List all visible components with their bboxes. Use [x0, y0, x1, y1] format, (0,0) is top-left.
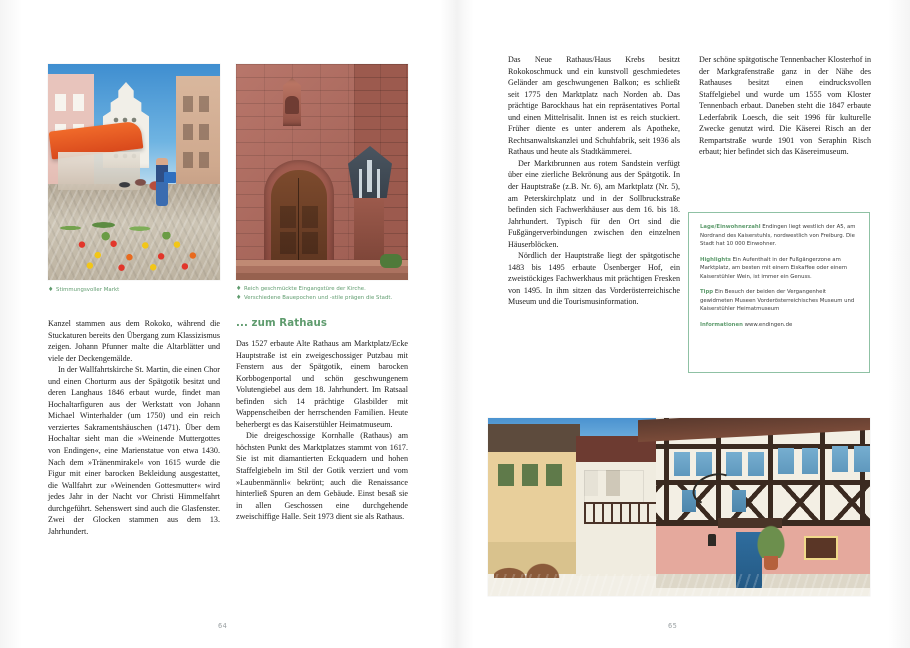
crucifix-plinth	[354, 198, 384, 264]
info-entry-text: Ein Aufenthalt in der Fußgängerzone am Marktplatz, am besten mit einem Eiskaffee oder einem Kaiserstühler Wein, ist immer ein Genuss.	[700, 256, 848, 280]
caption-text: Stimmungsvoller Markt	[56, 287, 120, 293]
caption-text: Reich geschmückte Eingangstüre der Kirche.	[244, 286, 366, 292]
info-entry	[700, 256, 858, 282]
flower-pot	[764, 556, 778, 570]
paragraph: Das Neue Rathaus/Haus Krebs besitzt Rokokoschmuck und ein kunstvoll geschmiedetes Geländer am geschwungenen Balkon; es schließt seit 1775 den Marktplatz nach Norden ab. Das prächtige Barockhaus hat ein repräsentatives Portal und einen Mittelrisalit. Innen ist es reich stuckiert. Früher diente es unter anderem als Apotheke, Rechtsanwaltskanzlei und Schuhfabrik, seit 1936 als Rathaus und heute als Stadtkämmerei.	[508, 55, 680, 157]
section-heading: ... zum Rathaus	[236, 318, 328, 329]
caption-marker-icon: ♦	[48, 286, 54, 293]
paragraph: Kanzel stammen aus dem Rokoko, während die Stuckaturen bereits den Übergang zum Klassizismus zeigen. Johann Pfunner malte die Altarblätter und viele der Deckengemälde.	[48, 319, 220, 363]
info-entry	[700, 321, 858, 330]
right-page-column-2	[699, 54, 871, 158]
info-box	[688, 212, 870, 373]
info-entry-key: Highlights	[700, 256, 731, 263]
info-entry-key: Tipp	[700, 289, 714, 296]
paragraph: In der Wallfahrtskirche St. Martin, die einen Chor und einen Chorturm aus der Spätgotik besitzt und deren Langhaus 1846 erbaut wurde, findet man Hochaltarfiguren aus der Werkstatt von Johann Michael Winterhalder (um 1750) und ein reich verziertes Sakramentshäuschen (1471). Über dem Hochaltar sieht man die »Weinende Muttergottes von Endingen«, eine Marienstatue von etwa 1430. Nach dem »Tränenmirakel« von 1615 wurde die Figur mit einer barocken Bekleidung ausgestattet, die Wallfahrt zur »Weinenden Gottesmutter« wird jedes Jahr in der Nacht vor Christi Himmelfahrt durchgeführt. Sehenswert sind auch die Glasfenster. Zwei der Glocken stammen aus dem 13. Jahrhundert.	[48, 365, 220, 536]
info-entry	[700, 223, 858, 249]
info-entry-key: Informationen	[700, 321, 743, 328]
paragraph: Nördlich der Hauptstraße liegt der spätgotische 1483 bis 1495 erbaute Üsenberger Hof, ein zweistöckiges Fachwerkhaus mit prächtigen Fresken von 1495. In ihm sitzen das Vorderösterreichische Museum und die Tourismusinformation.	[508, 251, 680, 307]
market-square-photo	[48, 64, 220, 280]
page-number-left: 64	[218, 622, 228, 630]
shrub	[380, 254, 402, 268]
potted-tree	[756, 524, 786, 558]
half-timbered-street-photo	[488, 418, 870, 596]
shopping-bag	[164, 172, 176, 183]
portal-photo-caption	[236, 285, 436, 302]
wooden-balcony	[584, 502, 662, 524]
info-entry-key: Lage/Einwohnerzahl	[700, 224, 761, 230]
door-panels	[278, 204, 320, 256]
market-photo-caption	[48, 286, 223, 295]
left-page-column-2	[236, 318, 408, 523]
gothic-arch	[264, 160, 334, 272]
caption-text: Verschiedene Bauepochen und -stile prägen die Stadt.	[244, 294, 393, 301]
paragraph: Die dreigeschossige Kornhalle (Rathaus) am höchsten Punkt des Marktplatzes stammt von 1617. Sie ist mit diamantierten Eckquadern und hohen Staffelgiebeln im Stil der Gotik verziert und vom »Laubenmännli« bekrönt; auch die Renaissance hinterließ Spuren an dem Gebäude. Einst besaß sie in allen Geschossen eine durchgehende zweischiffige Halle. Seit 1973 dient sie als Rathaus.	[236, 431, 408, 522]
flower-display	[74, 232, 206, 274]
caption-marker-icon: ♦	[236, 293, 242, 301]
paragraph: Der Marktbrunnen aus rotem Sandstein verfügt über eine zierliche Bekrönung aus der Spätgotik. In der Hauptstraße (z.B. Nr. 6), am Marktplatz (Nr. 5), am Peterskirchplatz und in der Sollbruckstraße befinden sich Fachwerkhäuser aus dem 16. bis 18. Jahrhundert. Typisch für den Ort sind die Fußgängerverbindungen zwischen den einzelnen Häuserblöcken.	[508, 158, 680, 249]
church-portal-photo	[236, 64, 408, 280]
half-timbered-facade	[656, 418, 870, 588]
right-page	[455, 0, 910, 648]
info-entry-url[interactable]: www.endingen.de	[744, 321, 793, 328]
arcade-arches	[494, 536, 578, 578]
info-entry	[700, 288, 858, 314]
caption-marker-icon: ♦	[236, 285, 242, 292]
cobbled-ground	[488, 574, 870, 596]
info-entry-text: Endingen liegt westlich der A5, am Nordrand des Kaiserstuhls, nordwestlich von Freiburg. Die Stadt hat 10 000 Einwohner.	[700, 224, 856, 248]
right-page-column-1	[508, 54, 680, 308]
wall-lamp-icon	[708, 534, 716, 546]
wall-sign	[804, 536, 838, 560]
paragraph: Das 1527 erbaute Alte Rathaus am Marktplatz/Ecke Hauptstraße ist ein zweigeschossiger Putzbau mit Fenstern aus der Spätgotik, einem barocken Korbbogenportal und schön geschwungenem Volutengiebel aus dem 18. Jahrhundert. Im Ratsaal befinden sich 14 prächtige Glasbilder mit Wappenscheiben der herrschenden Familien. Heute beherbergt es das Kaiserstühler Heimatmuseum.	[236, 339, 408, 429]
info-entry-text: Ein Besuch der beiden der Vergangenheit gewidmeten Museen Vorderösterreichisches Museum und Kaiserstühler Heimatmuseum	[700, 289, 855, 313]
left-page-column-1	[48, 318, 220, 537]
page-number-right: 65	[668, 622, 678, 630]
paragraph: Der schöne spätgotische Tennenbacher Klosterhof in der Markgrafenstraße ganz in der Nähe des Rathauses besitzt einen eindrucksvollen Staffelgiebel und wurde um 1555 vom Kloster Tennenbach erbaut. Daneben steht die 1847 erbaute Lederfabrik Loesch, die seit 1996 für kulturelle Zwecke genutzt wird. Die Käserei Risch an der Rempartstraße wurde 1901 von Seraphin Risch erbaut; hier befindet sich das Käsereimuseum.	[699, 55, 871, 157]
